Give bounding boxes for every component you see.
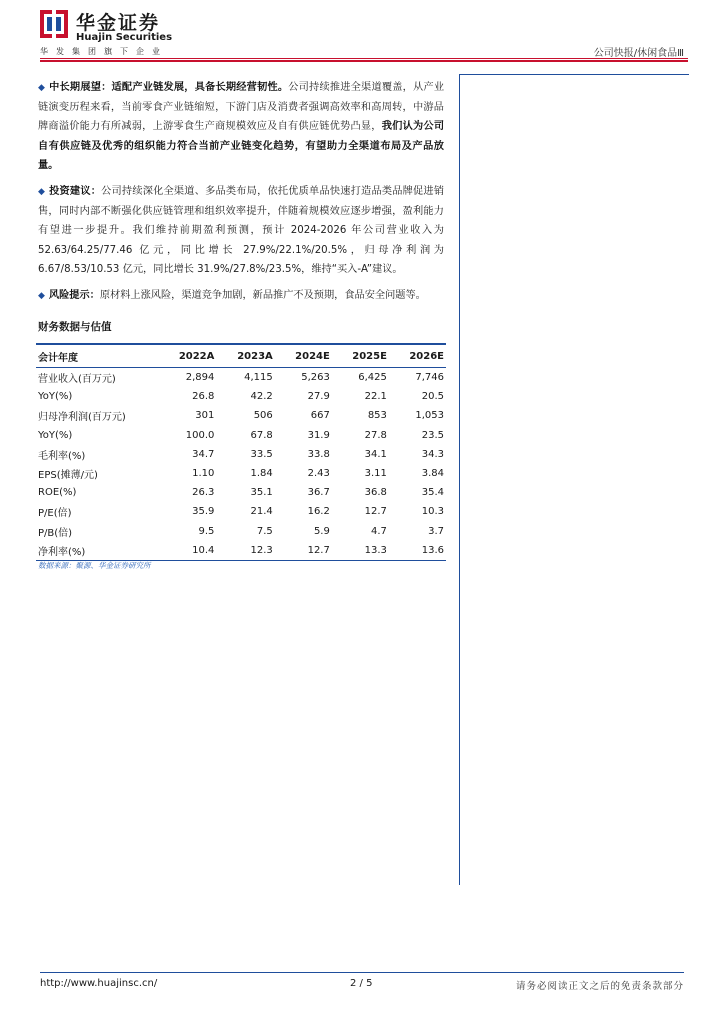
- value-cell: 5.9: [313, 525, 330, 537]
- value-cell: 34.7: [192, 448, 215, 460]
- value-cell: 3.84: [421, 468, 444, 480]
- value-cell: 12.7: [364, 506, 387, 518]
- value-cell: 3.11: [364, 468, 387, 480]
- outlook-paragraph: [38, 78, 444, 175]
- value-cell: 301: [195, 410, 215, 422]
- header-divider-thick: [40, 60, 688, 62]
- row-label-cell: 毛利率(%): [38, 450, 86, 462]
- value-cell: 31.9: [307, 429, 330, 441]
- table-row: [36, 541, 446, 561]
- table-row: [36, 445, 446, 464]
- value-cell: 20.5: [421, 391, 444, 403]
- sidebar-divider: [459, 75, 460, 885]
- website-link[interactable]: http://www.huajinsc.cn/: [40, 978, 158, 989]
- value-cell: 35.1: [250, 487, 273, 499]
- data-source-note: 数据来源：聚源、华金证券研究所: [38, 561, 151, 570]
- value-cell: 35.9: [192, 506, 215, 518]
- value-cell: 33.5: [250, 448, 273, 460]
- row-label-cell: EPS(摊薄/元): [38, 470, 98, 482]
- value-cell: 667: [310, 410, 330, 422]
- value-cell: 27.8: [364, 429, 387, 441]
- value-cell: 34.1: [364, 448, 387, 460]
- investment-advice-title: 投资建议：: [49, 186, 102, 197]
- value-cell: 4.7: [371, 525, 387, 537]
- value-cell: 33.8: [307, 448, 330, 460]
- value-cell: 506: [253, 410, 273, 422]
- brand-name-en: Huajin Securities: [76, 32, 173, 43]
- value-cell: 1.10: [192, 468, 215, 480]
- table-row: [36, 502, 446, 521]
- table-header-cell: 2026E: [389, 344, 446, 368]
- value-cell: 26.3: [192, 487, 215, 499]
- value-cell: 10.4: [158, 541, 216, 561]
- row-label-cell: 净利率(%): [36, 541, 158, 561]
- outlook-text: 公司持续推进全渠道覆盖，从产业链演变历程来看，当前零食产业链缩短，下游门店及消费者强调高效率和高周转，中游品牌商溢价能力有所减弱，上游零食生产商规模效应及自有供应链优势凸显，: [38, 82, 445, 133]
- row-label-cell: 归母净利润(百万元): [38, 412, 126, 424]
- group-slogan: 华发集团旗下企业: [40, 47, 168, 56]
- outlook-title: 中长期展望：适配产业链发展，具备长期经营韧性。: [49, 82, 289, 93]
- header-divider: [40, 58, 688, 59]
- value-cell: 7,746: [415, 372, 444, 384]
- page-number: 2 / 5: [350, 978, 373, 989]
- value-cell: 100.0: [185, 429, 215, 441]
- table-header-cell: 2022A: [158, 344, 216, 368]
- row-label-cell: YoY(%): [38, 429, 73, 441]
- diamond-bullet-icon: ◆: [38, 291, 45, 301]
- value-cell: 2,894: [185, 372, 215, 384]
- row-label-cell: P/E(倍): [38, 508, 72, 520]
- footer-divider: [40, 972, 684, 973]
- value-cell: 16.2: [307, 506, 330, 518]
- value-cell: 36.8: [364, 487, 387, 499]
- value-cell: 2.43: [307, 468, 330, 480]
- table-row: [36, 464, 446, 483]
- value-cell: 27.9: [307, 391, 330, 403]
- value-cell: 9.5: [198, 525, 215, 537]
- value-cell: 26.8: [192, 391, 215, 403]
- value-cell: 6,425: [358, 372, 387, 384]
- value-cell: 36.7: [307, 487, 330, 499]
- value-cell: 21.4: [250, 506, 273, 518]
- row-label-cell: 营业收入(百万元): [38, 374, 116, 386]
- report-category: 公司快报/休闲食品Ⅲ: [593, 48, 684, 59]
- outlook-conclusion: 我们认为公司自有供应链及优秀的组织能力符合当前产业链变化趋势，有望助力全渠道布局及产品放量。: [38, 121, 445, 171]
- row-label-cell: YoY(%): [38, 391, 73, 403]
- value-cell: 1,053: [415, 410, 444, 422]
- table-row: [36, 426, 446, 445]
- table-row: [36, 406, 446, 425]
- risk-text: 原材料上涨风险，渠道竞争加剧，新品推广不及预期，食品安全问题等。: [99, 290, 426, 301]
- value-cell: 42.2: [250, 391, 273, 403]
- table-header-cell: 会计年度: [36, 344, 158, 368]
- huajin-logo-icon: [40, 10, 68, 38]
- value-cell: 34.3: [421, 448, 444, 460]
- table-header-cell: 2024E: [275, 344, 332, 368]
- financial-table: [36, 343, 446, 561]
- value-cell: 13.6: [389, 541, 446, 561]
- value-cell: 22.1: [364, 391, 387, 403]
- value-cell: 3.7: [428, 525, 444, 537]
- value-cell: 67.8: [250, 429, 273, 441]
- risk-paragraph: [38, 286, 444, 306]
- value-cell: 7.5: [256, 525, 273, 537]
- table-header-row: [36, 344, 446, 368]
- table-header-cell: 2025E: [332, 344, 389, 368]
- table-header-cell: 2023A: [216, 344, 274, 368]
- table-row: [36, 522, 446, 541]
- sidebar-top-rule: [459, 74, 689, 75]
- risk-title: 风险提示：: [48, 290, 100, 301]
- diamond-bullet-icon: ◆: [38, 187, 46, 197]
- value-cell: 853: [367, 410, 387, 422]
- value-cell: 10.3: [421, 506, 444, 518]
- row-label-cell: P/B(倍): [38, 527, 73, 539]
- financial-table-title: 财务数据与估值: [38, 321, 112, 333]
- value-cell: 12.7: [275, 541, 332, 561]
- table-row: [36, 387, 446, 406]
- value-cell: 5,263: [301, 372, 330, 384]
- value-cell: 12.3: [216, 541, 274, 561]
- value-cell: 13.3: [332, 541, 389, 561]
- disclaimer-note: 请务必阅读正文之后的免责条款部分: [515, 981, 684, 992]
- brand-name-cn: 华金证券: [76, 12, 161, 34]
- value-cell: 1.84: [250, 468, 273, 480]
- diamond-bullet-icon: ◆: [38, 83, 46, 93]
- investment-advice-text: 公司持续深化全渠道、多品类布局，依托优质单品快速打造品类品牌促进销售，同时内部不断强化供应链管理和组织效率提升，伴随着规模效应逐步增强，盈利能力有望进一步提升。我们维持前期盈利预测，预计 2024-2026 年公司营业收入为 52.63/64.25/77.46 亿元，同比增长 27.9%/22.1%/20.5%，归母净利润为 6.67/8.53/10.53 亿元，同比增长 31.9%/27.8%/23.5%，维持“买入-A”建议。: [38, 186, 445, 275]
- investment-advice-paragraph: [38, 182, 444, 279]
- table-row: [36, 368, 446, 388]
- value-cell: 4,115: [244, 372, 273, 384]
- value-cell: 35.4: [421, 487, 444, 499]
- row-label-cell: ROE(%): [38, 487, 77, 499]
- table-row: [36, 483, 446, 502]
- value-cell: 23.5: [421, 429, 444, 441]
